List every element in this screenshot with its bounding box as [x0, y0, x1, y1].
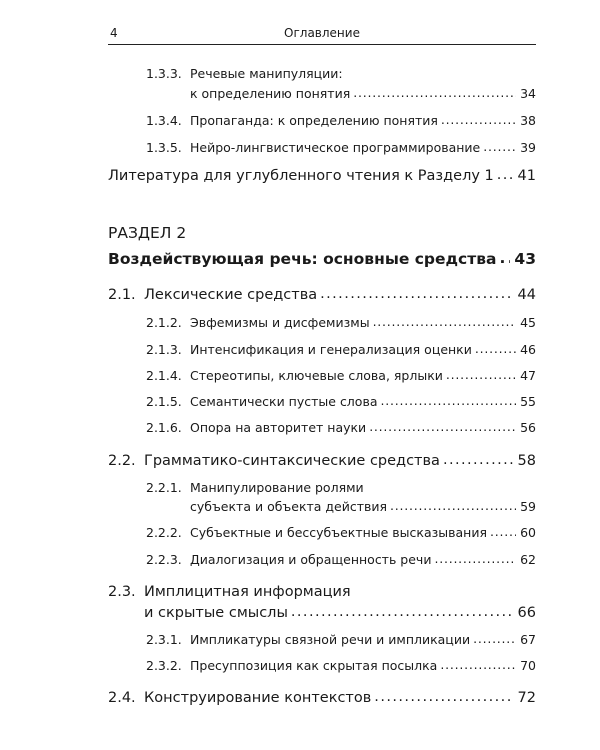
dot-leader	[441, 112, 516, 127]
entry-page: 72	[517, 690, 536, 706]
page-number: 4	[110, 26, 118, 40]
dot-leader	[475, 341, 516, 356]
toc-entry-2-3-2[interactable]	[146, 658, 536, 673]
page-header	[108, 26, 536, 45]
dot-leader	[369, 419, 516, 434]
toc-entry-2-3-1[interactable]	[146, 632, 536, 647]
entry-title: Эвфемизмы и дисфемизмы	[190, 315, 370, 330]
dot-leader	[374, 689, 513, 705]
toc-chapter-2-3[interactable]	[108, 584, 536, 600]
dot-leader	[390, 498, 516, 513]
entry-title-cont: субъекта и объекта действия	[190, 499, 388, 514]
entry-page: 38	[520, 113, 536, 128]
entry-page: 60	[520, 525, 536, 540]
toc-entry-2-2-3[interactable]	[146, 552, 536, 567]
entry-title: Опора на авторитет науки	[190, 420, 367, 435]
entry-title: Имплицитная информация	[144, 584, 351, 600]
dot-leader	[380, 393, 516, 408]
dot-leader	[490, 524, 516, 539]
entry-number: 2.3.2.	[146, 658, 182, 673]
dot-leader	[473, 631, 516, 646]
toc-chapter-2-1[interactable]	[108, 287, 536, 303]
entry-title: Пресуппозиция как скрытая посылка	[190, 658, 438, 673]
entry-page: 59	[520, 499, 536, 514]
dot-leader	[500, 249, 511, 267]
entry-page: 39	[520, 140, 536, 155]
entry-number: 1.3.4.	[146, 113, 182, 128]
entry-page: 70	[520, 658, 536, 673]
entry-title: Семантически пустые слова	[190, 394, 378, 409]
entry-title: Субъектные и бессубъектные высказывания	[190, 525, 487, 540]
entry-page: 41	[517, 168, 536, 184]
toc-entry-2-2-1[interactable]	[146, 480, 536, 495]
entry-title: Манипулирование ролями	[190, 480, 364, 495]
entry-title: Диалогизация и обращенность речи	[190, 552, 432, 567]
toc-entry-1-3-3-cont[interactable]	[190, 86, 536, 101]
entry-page: 46	[520, 342, 536, 357]
entry-number: 2.1.4.	[146, 368, 182, 383]
dot-leader	[497, 167, 514, 183]
entry-number: 2.1.2.	[146, 315, 182, 330]
entry-number: 2.2.	[108, 453, 136, 469]
entry-page: 34	[520, 86, 536, 101]
entry-title: Лексические средства	[144, 287, 318, 303]
toc-chapter-2-4[interactable]	[108, 690, 536, 706]
entry-title-cont: к определению понятия	[190, 86, 351, 101]
toc-entry-1-3-3[interactable]	[146, 66, 536, 81]
entry-page: 43	[514, 250, 536, 268]
dot-leader	[440, 657, 516, 672]
toc-entry-2-1-3[interactable]	[146, 342, 536, 357]
dot-leader	[353, 85, 516, 100]
entry-page: 67	[520, 632, 536, 647]
entry-title: Речевые манипуляции:	[190, 66, 343, 81]
entry-number: 2.3.	[108, 584, 136, 600]
toc-section-2[interactable]	[108, 250, 536, 268]
entry-page: 47	[520, 368, 536, 383]
toc-chapter-2-3-cont[interactable]	[144, 605, 536, 621]
entry-number: 2.1.	[108, 287, 136, 303]
entry-number: 2.3.1.	[146, 632, 182, 647]
entry-page: 45	[520, 315, 536, 330]
toc-entry-1-3-4[interactable]	[146, 113, 536, 128]
toc-entry-1-3-5[interactable]	[146, 140, 536, 155]
entry-page: 62	[520, 552, 536, 567]
entry-title: Импликатуры связной речи и импликации	[190, 632, 471, 647]
running-title: Оглавление	[284, 26, 360, 40]
toc-chapter-2-2[interactable]	[108, 453, 536, 469]
toc-entry-2-2-1-cont[interactable]	[190, 499, 536, 514]
dot-leader	[483, 139, 516, 154]
toc-entry-2-1-2[interactable]	[146, 315, 536, 330]
toc-entry-2-1-4[interactable]	[146, 368, 536, 383]
entry-number: 2.1.6.	[146, 420, 182, 435]
entry-title: Литература для углубленного чтения к Разделу 1	[108, 168, 494, 184]
entry-title: Конструирование контекстов	[144, 690, 372, 706]
section-label: РАЗДЕЛ 2	[108, 224, 187, 242]
entry-title-cont: и скрытые смыслы	[144, 605, 288, 621]
entry-page: 55	[520, 394, 536, 409]
entry-number: 2.4.	[108, 690, 136, 706]
entry-title: Стереотипы, ключевые слова, ярлыки	[190, 368, 443, 383]
entry-number: 1.3.3.	[146, 66, 182, 81]
entry-number: 2.1.3.	[146, 342, 182, 357]
entry-title: Грамматико-синтаксические средства	[144, 453, 440, 469]
dot-leader	[320, 286, 513, 302]
toc-entry-2-2-2[interactable]	[146, 525, 536, 540]
entry-number: 2.1.5.	[146, 394, 182, 409]
entry-number: 2.2.1.	[146, 480, 182, 495]
toc-reading-list[interactable]	[108, 168, 536, 184]
entry-number: 1.3.5.	[146, 140, 182, 155]
entry-title: Нейро-лингвистическое программирование	[190, 140, 481, 155]
entry-page: 66	[517, 605, 536, 621]
toc-entry-2-1-5[interactable]	[146, 394, 536, 409]
entry-number: 2.2.3.	[146, 552, 182, 567]
dot-leader	[446, 367, 516, 382]
entry-page: 56	[520, 420, 536, 435]
toc-entry-2-1-6[interactable]	[146, 420, 536, 435]
dot-leader	[443, 452, 514, 468]
section-title: Воздействующая речь: основные средства	[108, 250, 497, 268]
entry-title: Интенсификация и генерализация оценки	[190, 342, 472, 357]
entry-page: 58	[517, 453, 536, 469]
dot-leader	[291, 604, 514, 620]
entry-number: 2.2.2.	[146, 525, 182, 540]
entry-page: 44	[517, 287, 536, 303]
entry-title: Пропаганда: к определению понятия	[190, 113, 438, 128]
dot-leader	[434, 551, 516, 566]
dot-leader	[373, 314, 517, 329]
